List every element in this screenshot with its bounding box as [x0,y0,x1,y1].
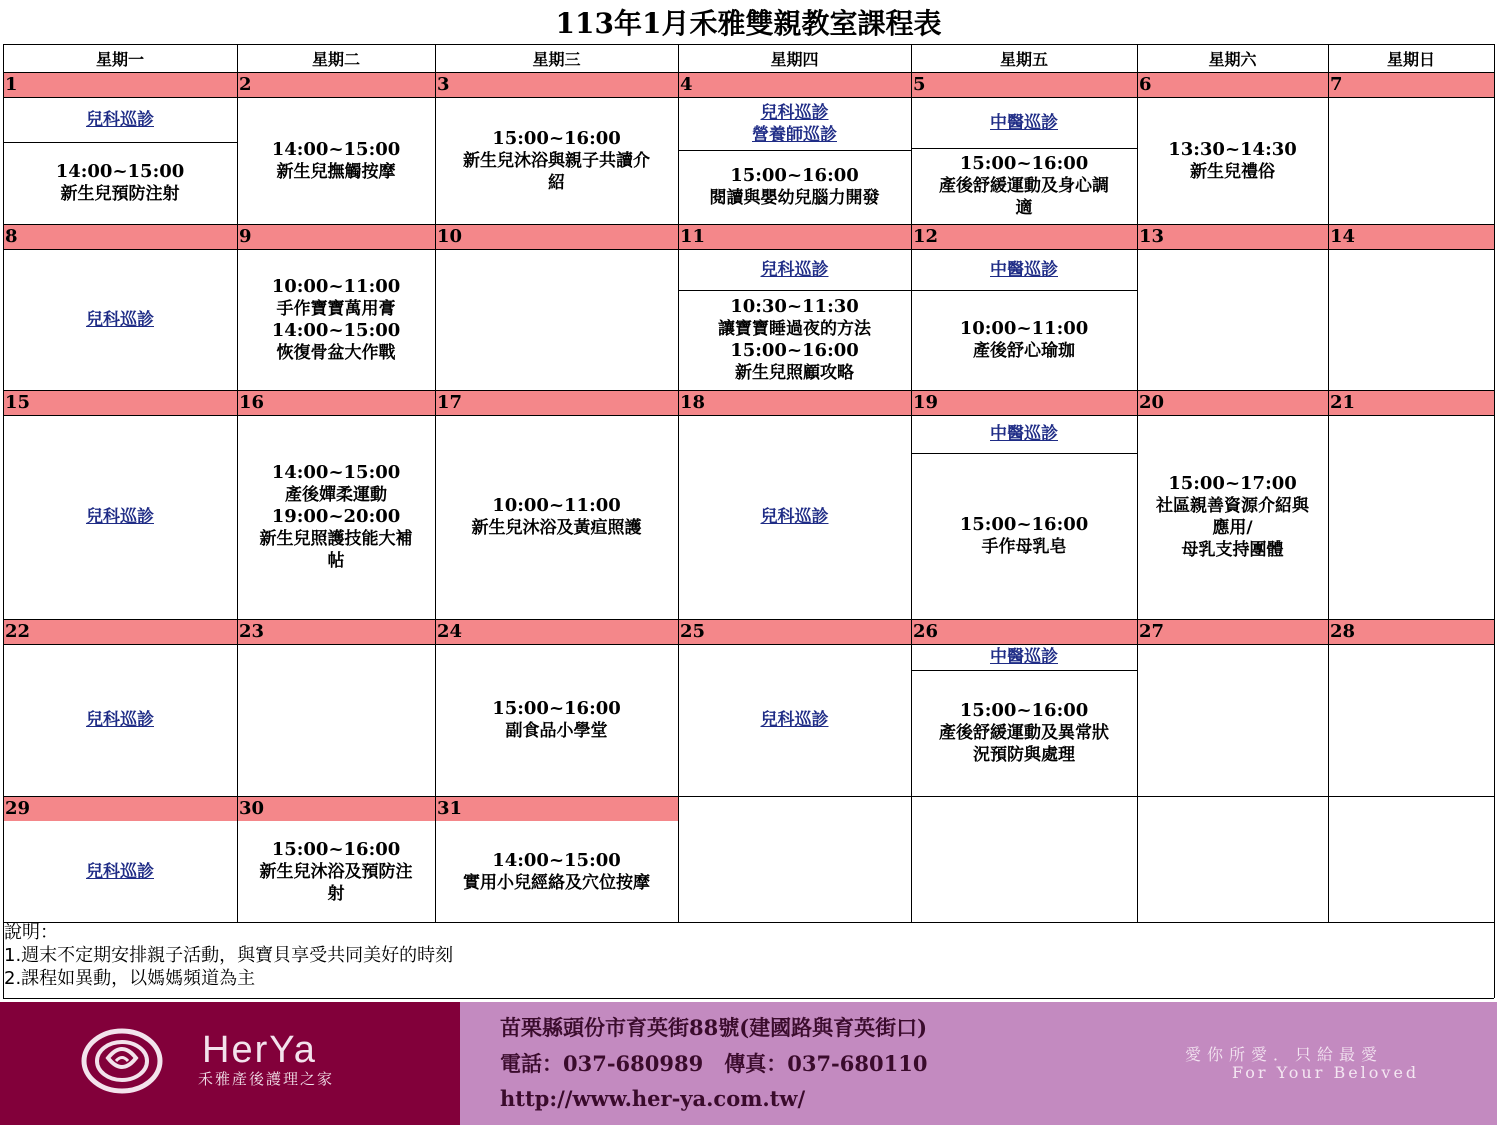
date-number: 26 [913,621,939,642]
clinic-visit-link[interactable]: 兒科巡診 [760,102,829,123]
clinic-visit-cell [3,415,237,619]
clinic-visit-link[interactable]: 兒科巡診 [86,861,154,882]
class-text: 閱讀與嬰幼兒腦力開發 [709,188,880,208]
date-bar [3,224,1494,249]
class-cell [3,142,237,224]
date-bar [3,796,678,821]
grid-line [1494,922,1495,998]
date-number: 9 [239,226,252,247]
date-number: 10 [437,226,463,247]
date-number: 24 [437,621,463,642]
date-number: 22 [5,621,31,642]
phone-fax-text: 電話：037-680989 傳真：037-680110 [500,1051,928,1076]
class-cell [1328,644,1494,796]
class-text: 15:00~17:00 [1168,473,1297,494]
grid-line [237,44,238,922]
class-cell [678,290,911,390]
class-text: 手作母乳皂 [981,537,1067,557]
class-text: 產後舒緩運動及身心調 [939,176,1109,196]
grid-line [3,619,1494,620]
date-number: 16 [239,392,265,413]
rose-logo-icon [80,1026,210,1096]
grid-line [3,415,1494,416]
class-text: 10:00~11:00 [492,495,621,516]
date-number: 25 [680,621,706,642]
class-cell [435,97,678,224]
class-text: 產後舒緩運動及異常狀 [939,723,1109,743]
clinic-visit-link[interactable]: 兒科巡診 [760,507,829,527]
clinic-visit-cell [678,249,911,290]
date-number: 11 [680,226,706,247]
weekday-header: 星期一 [95,49,144,69]
class-cell [435,415,678,619]
class-text: 新生兒沐浴及黃疸照護 [471,518,642,538]
date-number: 13 [1139,226,1165,247]
weekday-header: 星期二 [311,49,360,69]
clinic-visit-link[interactable]: 中醫巡診 [990,647,1058,667]
clinic-visit-cell [911,97,1137,148]
clinic-visit-link[interactable]: 中醫巡診 [990,259,1058,280]
class-text: 應用/ [1212,518,1253,538]
clinic-visit-link[interactable]: 中醫巡診 [990,112,1058,133]
notes-heading: 說明： [4,922,58,943]
class-text: 恢復骨盆大作戰 [276,342,396,363]
clinic-visit-link[interactable]: 兒科巡診 [86,109,154,130]
class-cell [911,290,1137,390]
class-cell [237,821,435,922]
class-cell [1137,249,1328,390]
class-text: 新生兒預防注射 [60,184,180,204]
class-cell [678,150,911,224]
date-number: 29 [5,798,31,819]
class-text: 14:00~15:00 [492,849,621,871]
class-cell [237,249,435,390]
grid-line [3,796,1494,797]
class-text: 14:00~15:00 [271,462,401,483]
clinic-visit-cell [678,415,911,619]
date-number: 2 [239,74,252,95]
class-cell [237,415,435,619]
date-number: 19 [913,392,939,413]
class-text: 新生兒沐浴與親子共讀介 [463,150,650,171]
class-cell [435,249,678,390]
weekday-header: 星期日 [1386,49,1435,69]
date-bar [3,390,1494,415]
date-number: 23 [239,621,265,642]
date-number: 21 [1330,392,1356,413]
class-text: 副食品小學堂 [505,721,608,741]
grid-line [3,390,1494,391]
class-text: 紹 [548,172,565,193]
address-text: 苗栗縣頭份市育英街88號(建國路與育英街口) [500,1015,928,1040]
class-text: 新生兒禮俗 [1190,161,1275,182]
brand-subtitle: 禾雅產後護理之家 [198,1070,335,1088]
grid-line [3,97,1494,98]
class-text: 15:00~16:00 [271,838,401,860]
class-text: 13:30~14:30 [1168,138,1297,160]
clinic-visit-cell [911,249,1137,290]
grid-line [3,44,4,922]
slogan-english: For Your Beloved [1232,1063,1420,1082]
class-text: 社區親善資源介紹與 [1156,496,1309,516]
grid-line [911,44,912,922]
class-cell [911,453,1137,619]
class-text: 14:00~15:00 [271,319,401,341]
clinic-visit-cell [3,821,237,922]
class-text: 15:00~16:00 [492,127,621,149]
grid-line [3,44,1494,45]
class-text: 實用小兒經絡及穴位按摩 [463,872,650,893]
class-text: 產後嬋柔運動 [285,485,387,505]
class-text: 母乳支持團體 [1181,540,1284,560]
website-link[interactable]: http://www.her-ya.com.tw/ [500,1086,806,1111]
class-text: 況預防與處理 [973,745,1075,765]
weekday-header: 星期六 [1208,49,1257,69]
class-text: 10:30~11:30 [730,296,859,317]
clinic-visit-cell [678,97,911,150]
date-number: 31 [437,798,463,819]
weekday-header: 星期三 [532,49,581,69]
class-cell [911,670,1137,796]
class-cell [435,644,678,796]
date-number: 14 [1330,226,1356,247]
date-number: 28 [1330,621,1356,642]
class-text: 產後舒心瑜珈 [973,341,1075,361]
date-number: 4 [680,74,693,95]
class-text: 射 [327,883,345,904]
class-cell [435,821,678,922]
clinic-visit-link[interactable]: 中醫巡診 [990,424,1058,444]
clinic-visit-cell [3,249,237,390]
class-text: 帖 [327,551,345,571]
class-cell [237,644,435,796]
class-text: 手作寶寶萬用膏 [276,298,396,319]
class-text: 15:00~16:00 [959,700,1089,721]
grid-line [3,224,1494,225]
date-number: 5 [913,74,926,95]
clinic-visit-link[interactable]: 營養師巡診 [752,124,837,145]
date-number: 8 [5,226,18,247]
date-number: 3 [437,74,450,95]
class-text: 新生兒照顧攻略 [735,363,854,383]
class-text: 14:00~15:00 [271,138,401,160]
clinic-visit-link[interactable]: 兒科巡診 [86,710,154,730]
grid-line [3,249,1494,250]
class-text: 15:00~16:00 [492,698,621,719]
class-cell [1137,644,1328,796]
class-text: 15:00~16:00 [730,165,859,186]
class-cell [237,97,435,224]
grid-line [435,44,436,922]
weekday-header: 星期四 [770,49,819,69]
class-cell [1328,97,1494,224]
clinic-visit-cell [3,97,237,142]
date-number: 30 [239,798,265,819]
class-text: 讓寶寶睡過夜的方法 [718,319,871,339]
clinic-visit-link[interactable]: 兒科巡診 [86,507,154,527]
class-text: 10:00~11:00 [271,275,401,297]
date-number: 27 [1139,621,1165,642]
date-number: 6 [1139,74,1152,95]
date-number: 15 [5,392,31,413]
class-text: 15:00~16:00 [730,340,859,361]
note-item-1: 1.週末不定期安排親子活動，與寶貝享受共同美好的時刻 [4,945,454,966]
date-number: 20 [1139,392,1165,413]
grid-line [1494,44,1495,922]
grid-line [1137,44,1138,922]
clinic-visit-link[interactable]: 兒科巡診 [760,710,829,730]
page-title: 113年1月禾雅雙親教室課程表 [555,7,942,40]
clinic-visit-cell [911,415,1137,453]
class-text: 10:00~11:00 [959,318,1089,339]
class-text: 新生兒撫觸按摩 [276,161,396,182]
clinic-visit-cell [911,644,1137,670]
class-text: 14:00~15:00 [55,161,185,182]
clinic-visit-cell [678,644,911,796]
date-bar [3,619,1494,644]
class-text: 新生兒沐浴及預防注 [259,861,413,882]
date-number: 1 [5,74,18,95]
class-cell [911,148,1137,224]
date-number: 7 [1330,74,1343,95]
date-number: 17 [437,392,463,413]
slogan-chinese: 愛你所愛．只給最愛 [1185,1045,1384,1064]
weekday-header: 星期五 [999,49,1048,69]
grid-line [678,44,679,922]
clinic-visit-link[interactable]: 兒科巡診 [760,259,829,280]
clinic-visit-link[interactable]: 兒科巡診 [86,309,154,330]
footer-contact-panel [460,1002,1497,1125]
class-cell [1137,415,1328,619]
class-text: 15:00~16:00 [959,153,1089,174]
clinic-visit-cell [3,644,237,796]
grid-line [3,644,1494,645]
class-cell [1328,249,1494,390]
class-text: 新生兒照護技能大補 [259,529,413,549]
brand-name: HerYa [202,1029,317,1071]
grid-line [1328,44,1329,922]
notes [4,921,1484,990]
date-bar [3,72,1494,97]
class-text: 適 [1015,198,1033,218]
footer-banner [0,1002,1497,1125]
footer-brand-panel [0,1002,460,1125]
date-number: 18 [680,392,706,413]
class-cell [1137,97,1328,224]
class-text: 19:00~20:00 [271,506,401,527]
class-cell [1328,415,1494,619]
grid-line [3,998,1494,999]
grid-line [3,72,1494,73]
note-item-2: 2.課程如異動，以媽媽頻道為主 [4,968,256,989]
date-number: 12 [913,226,939,247]
class-text: 15:00~16:00 [959,514,1089,535]
